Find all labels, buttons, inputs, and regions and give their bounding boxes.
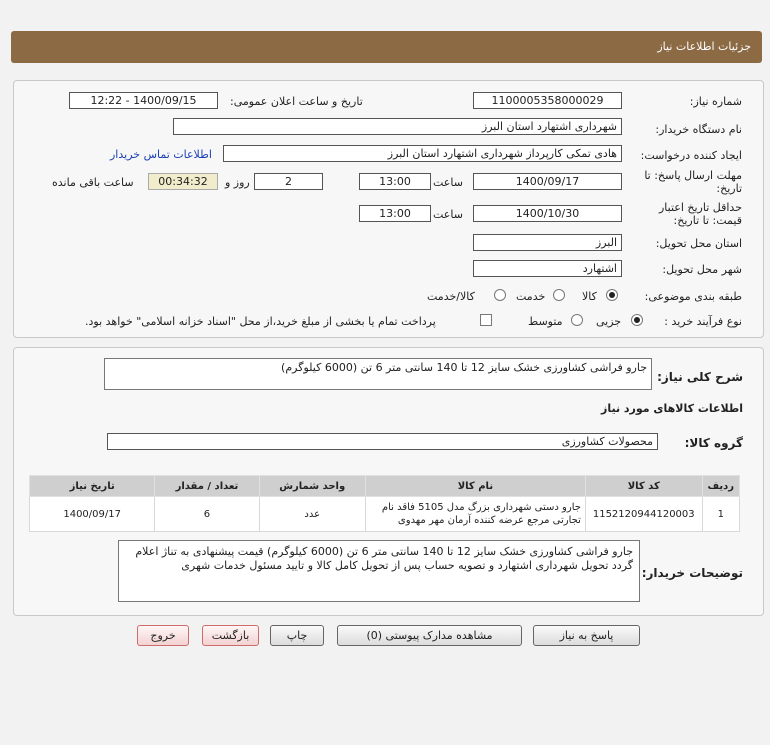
col-date: تاریخ نیاز xyxy=(30,476,155,497)
description-field: جارو فراشی کشاورزی خشک سایز 12 تا 140 سانتی متر 6 تن (6000 کیلوگرم) xyxy=(104,358,652,390)
payment-note: پرداخت تمام یا بخشی از مبلغ خرید،از محل "اسناد خزانه اسلامی" خواهد بود. xyxy=(85,315,436,328)
category-service-label: خدمت xyxy=(516,290,546,303)
col-name: نام کالا xyxy=(365,476,585,497)
buyer-notes-field: جارو فراشی کشاورزی خشک سایز 12 تا 140 سانتی متر 6 تن (6000 کیلوگرم) قیمت پیشنهادی به تناژ اعلام گردد تحویل شهرداری اشتهارد و تصویه حساب پس از تحویل کامل کالا و تایید مسئول خدمات شهری xyxy=(118,540,640,602)
validity-time-field: 13:00 xyxy=(359,205,431,222)
reply-button[interactable]: پاسخ به نیاز xyxy=(533,625,640,646)
col-unit: واحد شمارش xyxy=(259,476,365,497)
page-header xyxy=(11,31,762,63)
province-field: البرز xyxy=(473,234,622,251)
col-row: ردیف xyxy=(702,476,739,497)
validity-date-field: 1400/10/30 xyxy=(473,205,622,222)
process-minor-radio[interactable] xyxy=(631,314,643,326)
deadline-time-label: ساعت xyxy=(433,176,463,189)
back-button[interactable]: بازگشت xyxy=(202,625,259,646)
days-and-label: روز و xyxy=(225,176,250,189)
process-medium-label: متوسط xyxy=(528,315,563,328)
cell-qty: 6 xyxy=(155,497,259,532)
goods-table xyxy=(29,475,740,532)
cell-name: جارو دستی شهرداری بزرگ مدل 5105 فاقد نام تجارتی مرجع عرضه کننده آرمان مهر مهدوی xyxy=(365,497,585,532)
need-number-label: شماره نیاز: xyxy=(689,95,742,108)
need-number-field: 1100005358000029 xyxy=(473,92,622,109)
cell-date: 1400/09/17 xyxy=(30,497,155,532)
announce-field: 1400/09/15 - 12:22 xyxy=(69,92,218,109)
category-goods-radio[interactable] xyxy=(606,289,618,301)
col-qty: تعداد / مقدار xyxy=(155,476,259,497)
treasury-checkbox[interactable] xyxy=(480,314,492,326)
category-goods-label: کالا xyxy=(582,290,597,303)
remaining-time-field: 00:34:32 xyxy=(148,173,218,190)
buyer-org-field: شهرداری اشتهارد استان البرز xyxy=(173,118,622,135)
validity-time-label: ساعت xyxy=(433,208,463,221)
category-goods-service-radio[interactable] xyxy=(494,289,506,301)
exit-button[interactable]: خروج xyxy=(137,625,189,646)
deadline-label-date: تاریخ: xyxy=(716,182,742,195)
col-code: کد کالا xyxy=(585,476,702,497)
validity-label-date: قیمت: تا تاریخ: xyxy=(673,214,742,227)
print-button[interactable]: چاپ xyxy=(270,625,324,646)
cell-row: 1 xyxy=(702,497,739,532)
province-label: استان محل تحویل: xyxy=(655,237,742,250)
category-service-radio[interactable] xyxy=(553,289,565,301)
deadline-date-field: 1400/09/17 xyxy=(473,173,622,190)
description-label: شرح کلی نیاز: xyxy=(657,370,743,384)
remaining-time-label: ساعت باقی مانده xyxy=(52,176,134,189)
requester-label: ایجاد کننده درخواست: xyxy=(640,149,742,162)
announce-label: تاریخ و ساعت اعلان عمومی: xyxy=(230,95,363,108)
cell-unit: عدد xyxy=(259,497,365,532)
cell-code: 1152120944120003 xyxy=(585,497,702,532)
goods-section-title: اطلاعات کالاهای مورد نیاز xyxy=(601,402,743,415)
process-label: نوع فرآیند خرید : xyxy=(664,315,742,328)
process-minor-label: جزیی xyxy=(596,315,622,328)
attachments-button[interactable]: مشاهده مدارک پیوستی (0) xyxy=(337,625,522,646)
goods-group-field: محصولات کشاورزی xyxy=(107,433,658,450)
buyer-notes-label: توضیحات خریدار: xyxy=(641,566,743,580)
city-field: اشتهارد xyxy=(473,260,622,277)
page-title: جزئیات اطلاعات نیاز xyxy=(657,40,751,53)
goods-group-label: گروه کالا: xyxy=(684,436,743,450)
process-medium-radio[interactable] xyxy=(571,314,583,326)
category-goods-service-label: کالا/خدمت xyxy=(427,290,475,303)
deadline-time-field: 13:00 xyxy=(359,173,431,190)
validity-label: حداقل تاریخ اعتبار xyxy=(658,201,742,214)
requester-field: هادی تمکی کارپرداز شهرداری اشتهارد استان البرز xyxy=(223,145,622,162)
days-remaining-field: 2 xyxy=(254,173,323,190)
buyer-org-label: نام دستگاه خریدار: xyxy=(655,123,742,136)
buyer-contact-link[interactable]: اطلاعات تماس خریدار xyxy=(110,148,212,161)
goods-table-header xyxy=(30,476,740,497)
city-label: شهر محل تحویل: xyxy=(662,263,742,276)
deadline-label: مهلت ارسال پاسخ: تا xyxy=(644,169,742,182)
table-row xyxy=(30,497,740,532)
category-label: طبقه بندی موضوعی: xyxy=(644,290,742,303)
